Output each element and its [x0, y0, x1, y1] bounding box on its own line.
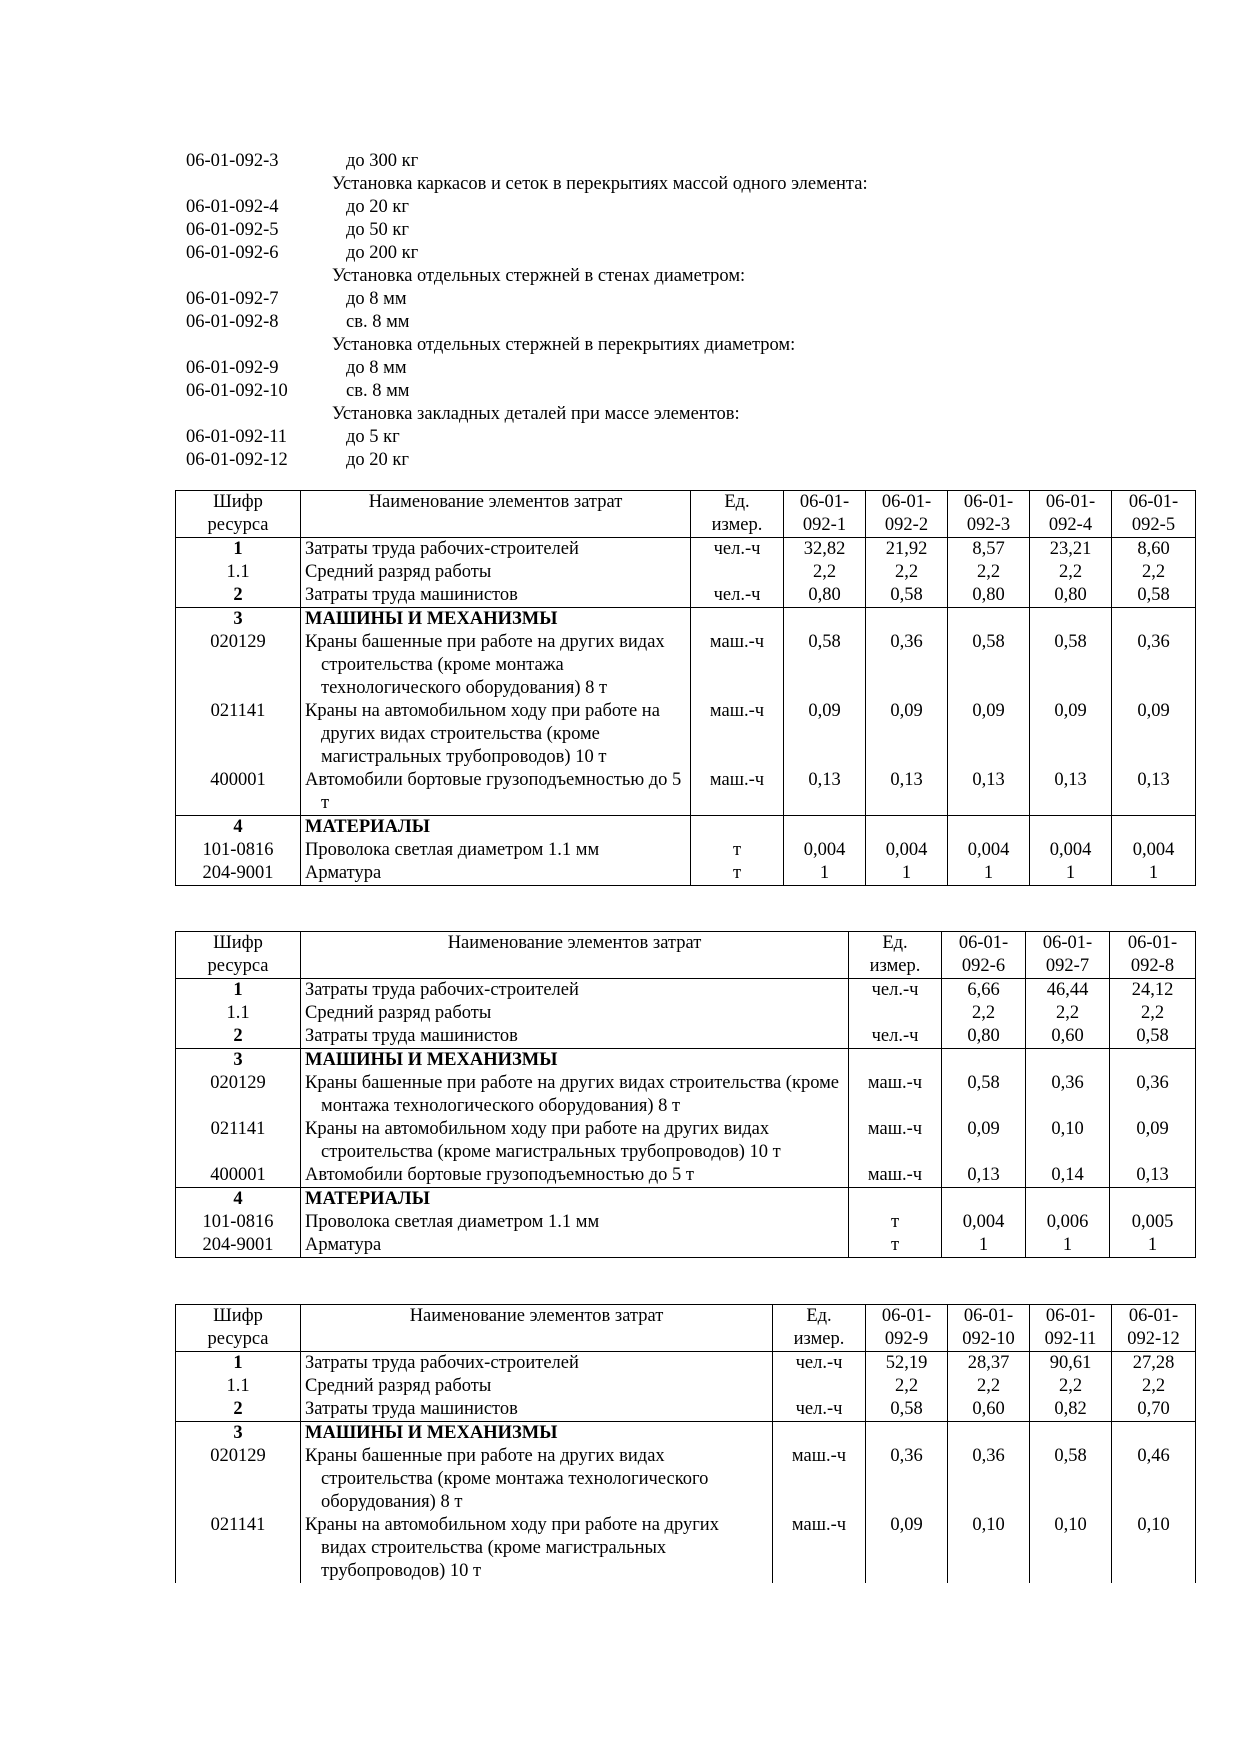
value-cell: 0,10 [1026, 1118, 1110, 1164]
value-cell: 0,58 [948, 631, 1030, 700]
table-row [176, 538, 1196, 562]
value-cell: 0,46 [1112, 1445, 1196, 1514]
resource-name: Затраты труда машинистов [301, 584, 691, 608]
value-cell: 0,58 [1030, 1445, 1112, 1514]
header-code: Шифр ресурса [176, 1305, 301, 1352]
resource-code: 2 [176, 1025, 301, 1049]
value-cell: 0,60 [1026, 1025, 1110, 1049]
value-cell: 2,2 [1110, 1002, 1196, 1025]
resource-code: 4 [176, 1188, 301, 1212]
value-cell: 0,60 [948, 1398, 1030, 1422]
resource-code: 1.1 [176, 561, 301, 584]
norm-code: 06-01-092-8 [186, 312, 279, 332]
value-cell: 0,09 [948, 700, 1030, 769]
value-cell: 0,36 [866, 1445, 948, 1514]
table-row [176, 1211, 1196, 1234]
value-cell: 28,37 [948, 1352, 1030, 1376]
value-cell: 2,2 [866, 561, 948, 584]
resource-name: Краны на автомобильном ходу при работе на других видах строительства (кроме магистральных трубопроводов) 10 т [301, 1118, 849, 1164]
table-row [176, 816, 1196, 840]
value-cell [942, 1188, 1026, 1212]
value-cell: 0,13 [1110, 1164, 1196, 1188]
value-cell: 1 [1110, 1234, 1196, 1258]
resource-code: 1 [176, 1352, 301, 1376]
value-cell: 0,10 [1030, 1514, 1112, 1583]
value-cell [948, 816, 1030, 840]
value-cell: 0,09 [1110, 1118, 1196, 1164]
table-row [176, 1445, 1196, 1514]
norm-description: св. 8 мм [346, 381, 410, 401]
value-cell [1030, 816, 1112, 840]
unit: т [691, 839, 784, 862]
header-name: Наименование элементов затрат [301, 1305, 773, 1352]
value-cell: 21,92 [866, 538, 948, 562]
unit: чел.-ч [691, 584, 784, 608]
value-cell: 1 [942, 1234, 1026, 1258]
intro-line [186, 357, 1186, 380]
unit: маш.-ч [773, 1445, 866, 1514]
value-cell: 2,2 [784, 561, 866, 584]
resource-name: Краны башенные при работе на других видах строительства (кроме монтажа технологического оборудования) 8 т [301, 1072, 849, 1118]
value-cell: 0,58 [1110, 1025, 1196, 1049]
value-cell: 46,44 [1026, 979, 1110, 1003]
table-row [176, 1234, 1196, 1258]
intro-line [186, 311, 1186, 334]
value-cell: 0,004 [942, 1211, 1026, 1234]
value-cell: 0,36 [948, 1445, 1030, 1514]
resource-table-2 [175, 931, 1196, 1258]
unit: чел.-ч [773, 1398, 866, 1422]
norm-code: 06-01-092-6 [186, 243, 279, 263]
resource-name: Затраты труда машинистов [301, 1025, 849, 1049]
unit [773, 1422, 866, 1446]
value-cell [1112, 816, 1196, 840]
value-cell: 0,004 [866, 839, 948, 862]
resource-code: 3 [176, 608, 301, 632]
value-cell: 0,10 [948, 1514, 1030, 1583]
value-cell [1030, 1422, 1112, 1446]
section-heading: Установка каркасов и сеток в перекрытиях массой одного элемента: [332, 174, 868, 194]
resource-list-intro [186, 150, 1186, 472]
value-cell: 23,21 [1030, 538, 1112, 562]
unit: т [849, 1211, 942, 1234]
header-norm-column: 06-01- 092-1 [784, 491, 866, 538]
intro-line [186, 150, 1186, 173]
resource-code: 204-9001 [176, 1234, 301, 1258]
resource-code: 400001 [176, 1164, 301, 1188]
value-cell: 2,2 [948, 1375, 1030, 1398]
table-row [176, 1514, 1196, 1583]
section-heading: Установка закладных деталей при массе элементов: [332, 404, 740, 424]
value-cell: 0,80 [1030, 584, 1112, 608]
value-cell: 90,61 [1030, 1352, 1112, 1376]
unit: т [691, 862, 784, 886]
resource-code: 101-0816 [176, 1211, 301, 1234]
intro-line [186, 242, 1186, 265]
value-cell: 0,13 [784, 769, 866, 816]
value-cell: 0,10 [1112, 1514, 1196, 1583]
norm-description: до 5 кг [346, 427, 400, 447]
value-cell: 0,58 [1112, 584, 1196, 608]
unit: чел.-ч [773, 1352, 866, 1376]
table-row [176, 769, 1196, 816]
value-cell: 1 [1030, 862, 1112, 886]
value-cell: 0,80 [942, 1025, 1026, 1049]
value-cell [942, 1049, 1026, 1073]
value-cell: 8,57 [948, 538, 1030, 562]
value-cell: 0,36 [1026, 1072, 1110, 1118]
value-cell: 0,13 [866, 769, 948, 816]
value-cell: 2,2 [1112, 1375, 1196, 1398]
unit: маш.-ч [691, 631, 784, 700]
intro-line [186, 449, 1186, 472]
value-cell: 0,80 [784, 584, 866, 608]
norm-code: 06-01-092-3 [186, 151, 279, 171]
table-row [176, 561, 1196, 584]
header-norm-column: 06-01- 092-2 [866, 491, 948, 538]
resource-name: Затраты труда рабочих-строителей [301, 538, 691, 562]
table-row [176, 1398, 1196, 1422]
unit [849, 1002, 942, 1025]
norm-code: 06-01-092-9 [186, 358, 279, 378]
norm-description: до 8 мм [346, 289, 407, 309]
resource-name: Арматура [301, 862, 691, 886]
value-cell [948, 608, 1030, 632]
value-cell: 1 [1112, 862, 1196, 886]
resource-code: 020129 [176, 631, 301, 700]
header-norm-column: 06-01- 092-11 [1030, 1305, 1112, 1352]
unit [691, 561, 784, 584]
value-cell [1112, 608, 1196, 632]
value-cell [784, 608, 866, 632]
table-row [176, 862, 1196, 886]
value-cell: 2,2 [1030, 1375, 1112, 1398]
value-cell: 0,58 [866, 1398, 948, 1422]
unit: маш.-ч [691, 700, 784, 769]
value-cell: 0,13 [1112, 769, 1196, 816]
value-cell: 0,09 [784, 700, 866, 769]
header-norm-column: 06-01- 092-7 [1026, 932, 1110, 979]
value-cell: 0,58 [784, 631, 866, 700]
resource-name: МАШИНЫ И МЕХАНИЗМЫ [301, 1422, 773, 1446]
table-row [176, 1188, 1196, 1212]
table-row [176, 631, 1196, 700]
unit: чел.-ч [691, 538, 784, 562]
header-norm-column: 06-01- 092-12 [1112, 1305, 1196, 1352]
value-cell: 0,70 [1112, 1398, 1196, 1422]
value-cell [784, 816, 866, 840]
header-norm-column: 06-01- 092-3 [948, 491, 1030, 538]
value-cell [1110, 1049, 1196, 1073]
resource-code: 2 [176, 1398, 301, 1422]
value-cell: 2,2 [1030, 561, 1112, 584]
intro-line [186, 288, 1186, 311]
value-cell: 0,36 [1110, 1072, 1196, 1118]
intro-line [186, 380, 1186, 403]
value-cell [866, 816, 948, 840]
header-unit: Ед. измер. [691, 491, 784, 538]
value-cell: 2,2 [1026, 1002, 1110, 1025]
value-cell: 52,19 [866, 1352, 948, 1376]
unit [691, 816, 784, 840]
resource-code: 400001 [176, 769, 301, 816]
resource-name: Средний разряд работы [301, 1375, 773, 1398]
value-cell [866, 608, 948, 632]
intro-line [186, 426, 1186, 449]
resource-name: МАТЕРИАЛЫ [301, 1188, 849, 1212]
header-norm-column: 06-01- 092-10 [948, 1305, 1030, 1352]
value-cell: 24,12 [1110, 979, 1196, 1003]
value-cell [866, 1422, 948, 1446]
value-cell: 0,09 [1030, 700, 1112, 769]
value-cell: 0,09 [942, 1118, 1026, 1164]
unit [691, 608, 784, 632]
table-row [176, 608, 1196, 632]
table-row [176, 1025, 1196, 1049]
unit: чел.-ч [849, 979, 942, 1003]
header-code: Шифр ресурса [176, 932, 301, 979]
value-cell: 1 [948, 862, 1030, 886]
header-unit: Ед. измер. [849, 932, 942, 979]
header-unit: Ед. измер. [773, 1305, 866, 1352]
resource-name: Краны башенные при работе на других видах строительства (кроме монтажа технологического оборудования) 8 т [301, 631, 691, 700]
resource-code: 3 [176, 1049, 301, 1073]
value-cell [948, 1422, 1030, 1446]
resource-code: 1 [176, 979, 301, 1003]
intro-line [186, 219, 1186, 242]
value-cell: 0,36 [866, 631, 948, 700]
header-name: Наименование элементов затрат [301, 932, 849, 979]
resource-table-1 [175, 490, 1196, 886]
value-cell: 0,004 [948, 839, 1030, 862]
resource-code: 021141 [176, 1118, 301, 1164]
resource-table-3 [175, 1304, 1196, 1583]
resource-code: 1 [176, 538, 301, 562]
unit [849, 1188, 942, 1212]
value-cell: 2,2 [942, 1002, 1026, 1025]
unit: маш.-ч [849, 1164, 942, 1188]
unit: маш.-ч [691, 769, 784, 816]
intro-line [186, 265, 1186, 288]
norm-description: до 50 кг [346, 220, 409, 240]
unit: т [849, 1234, 942, 1258]
value-cell: 0,005 [1110, 1211, 1196, 1234]
section-heading: Установка отдельных стержней в перекрытиях диаметром: [332, 335, 796, 355]
resource-name: Краны башенные при работе на других видах строительства (кроме монтажа технологического оборудования) 8 т [301, 1445, 773, 1514]
value-cell: 2,2 [866, 1375, 948, 1398]
value-cell: 6,66 [942, 979, 1026, 1003]
resource-name: Проволока светлая диаметром 1.1 мм [301, 839, 691, 862]
value-cell: 0,82 [1030, 1398, 1112, 1422]
resource-name: Проволока светлая диаметром 1.1 мм [301, 1211, 849, 1234]
norm-description: до 200 кг [346, 243, 419, 263]
value-cell: 32,82 [784, 538, 866, 562]
header-norm-column: 06-01- 092-6 [942, 932, 1026, 979]
intro-line [186, 334, 1186, 357]
table-row [176, 1352, 1196, 1376]
resource-code: 020129 [176, 1445, 301, 1514]
norm-description: св. 8 мм [346, 312, 410, 332]
header-norm-column: 06-01- 092-4 [1030, 491, 1112, 538]
table-row [176, 584, 1196, 608]
resource-code: 1.1 [176, 1002, 301, 1025]
value-cell: 0,004 [1030, 839, 1112, 862]
table-row [176, 1422, 1196, 1446]
table-row [176, 1375, 1196, 1398]
table-row [176, 839, 1196, 862]
value-cell [1112, 1422, 1196, 1446]
resource-name: МАШИНЫ И МЕХАНИЗМЫ [301, 608, 691, 632]
value-cell [1030, 608, 1112, 632]
norm-description: до 8 мм [346, 358, 407, 378]
unit: маш.-ч [849, 1072, 942, 1118]
unit [849, 1049, 942, 1073]
header-name: Наименование элементов затрат [301, 491, 691, 538]
norm-code: 06-01-092-5 [186, 220, 279, 240]
resource-code: 021141 [176, 1514, 301, 1583]
resource-name: Затраты труда рабочих-строителей [301, 1352, 773, 1376]
resource-name: Затраты труда машинистов [301, 1398, 773, 1422]
value-cell: 0,09 [866, 700, 948, 769]
unit [773, 1375, 866, 1398]
section-heading: Установка отдельных стержней в стенах диаметром: [332, 266, 746, 286]
resource-code: 020129 [176, 1072, 301, 1118]
value-cell: 0,004 [1112, 839, 1196, 862]
resource-name: Краны на автомобильном ходу при работе на других видах строительства (кроме магистральных трубопроводов) 10 т [301, 700, 691, 769]
resource-code: 4 [176, 816, 301, 840]
value-cell: 1 [784, 862, 866, 886]
table-row [176, 1002, 1196, 1025]
norm-code: 06-01-092-12 [186, 450, 288, 470]
norm-code: 06-01-092-11 [186, 427, 288, 447]
header-norm-column: 06-01- 092-9 [866, 1305, 948, 1352]
resource-name: Арматура [301, 1234, 849, 1258]
table-row [176, 1072, 1196, 1118]
resource-name: Автомобили бортовые грузоподъемностью до 5 т [301, 1164, 849, 1188]
norm-code: 06-01-092-10 [186, 381, 288, 401]
table-row [176, 700, 1196, 769]
intro-line [186, 173, 1186, 196]
intro-line [186, 196, 1186, 219]
resource-name: Краны на автомобильном ходу при работе на других видах строительства (кроме магистральных трубопроводов) 10 т [301, 1514, 773, 1583]
resource-name: Автомобили бортовые грузоподъемностью до 5 т [301, 769, 691, 816]
value-cell: 0,58 [1030, 631, 1112, 700]
value-cell: 0,58 [866, 584, 948, 608]
value-cell: 0,09 [1112, 700, 1196, 769]
value-cell: 27,28 [1112, 1352, 1196, 1376]
resource-code: 2 [176, 584, 301, 608]
intro-line [186, 403, 1186, 426]
resource-code: 1.1 [176, 1375, 301, 1398]
resource-code: 204-9001 [176, 862, 301, 886]
norm-code: 06-01-092-7 [186, 289, 279, 309]
value-cell: 0,80 [948, 584, 1030, 608]
resource-code: 101-0816 [176, 839, 301, 862]
norm-description: до 300 кг [346, 151, 419, 171]
value-cell: 0,09 [866, 1514, 948, 1583]
norm-description: до 20 кг [346, 197, 409, 217]
resource-name: Средний разряд работы [301, 561, 691, 584]
norm-description: до 20 кг [346, 450, 409, 470]
header-code: Шифр ресурса [176, 491, 301, 538]
value-cell: 1 [866, 862, 948, 886]
header-norm-column: 06-01- 092-5 [1112, 491, 1196, 538]
value-cell: 0,13 [1030, 769, 1112, 816]
value-cell: 2,2 [948, 561, 1030, 584]
value-cell: 1 [1026, 1234, 1110, 1258]
value-cell: 0,14 [1026, 1164, 1110, 1188]
value-cell: 0,004 [784, 839, 866, 862]
value-cell: 0,36 [1112, 631, 1196, 700]
value-cell: 0,13 [948, 769, 1030, 816]
value-cell: 0,006 [1026, 1211, 1110, 1234]
header-norm-column: 06-01- 092-8 [1110, 932, 1196, 979]
resource-name: МАТЕРИАЛЫ [301, 816, 691, 840]
value-cell [1110, 1188, 1196, 1212]
unit: чел.-ч [849, 1025, 942, 1049]
value-cell [1026, 1049, 1110, 1073]
resource-name: Средний разряд работы [301, 1002, 849, 1025]
table-row [176, 1118, 1196, 1164]
resource-code: 3 [176, 1422, 301, 1446]
unit: маш.-ч [849, 1118, 942, 1164]
value-cell: 8,60 [1112, 538, 1196, 562]
resource-name: МАШИНЫ И МЕХАНИЗМЫ [301, 1049, 849, 1073]
resource-code: 021141 [176, 700, 301, 769]
table-row [176, 1164, 1196, 1188]
value-cell: 0,58 [942, 1072, 1026, 1118]
value-cell [1026, 1188, 1110, 1212]
norm-code: 06-01-092-4 [186, 197, 279, 217]
table-row [176, 979, 1196, 1003]
resource-name: Затраты труда рабочих-строителей [301, 979, 849, 1003]
value-cell: 0,13 [942, 1164, 1026, 1188]
table-row [176, 1049, 1196, 1073]
unit: маш.-ч [773, 1514, 866, 1583]
value-cell: 2,2 [1112, 561, 1196, 584]
